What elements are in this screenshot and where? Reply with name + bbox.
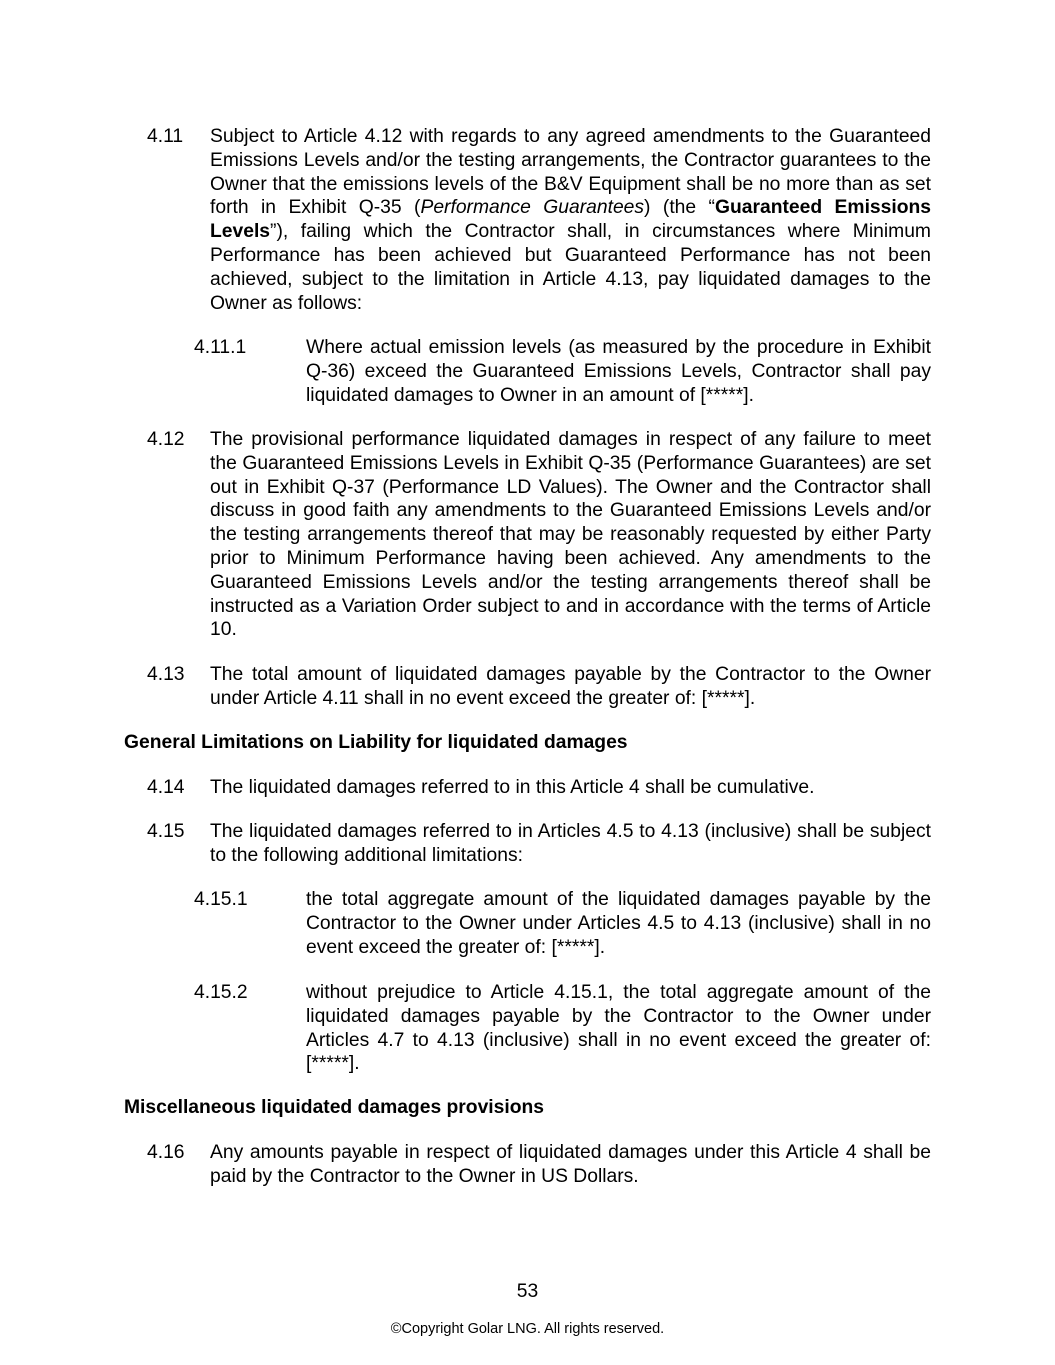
copyright-notice: ©Copyright Golar LNG. All rights reserved. [390, 1321, 665, 1337]
clause-number-4-13: 4.13 [147, 664, 185, 685]
clause-text-4-16: Any amounts payable in respect of liquidated damages under this Article 4 shall be paid by the Contractor to the Owner in US Dollars. [210, 1142, 931, 1187]
clause-number-4-12: 4.12 [147, 429, 185, 450]
clause-text-4-15: The liquidated damages referred to in Articles 4.5 to 4.13 (inclusive) shall be subject to the following additional limitations: [210, 821, 931, 866]
clause-text-4-11-1: Where actual emission levels (as measured by the procedure in Exhibit Q-36) exceed the Guaranteed Emissions Levels, Contractor shall pay liquidated damages to Owner in an amount of [*****]. [306, 337, 931, 406]
clause-text-4-15-2: without prejudice to Article 4.15.1, the total aggregate amount of the liquidated damages payable by the Contractor to the Owner under Articles 4.7 to 4.13 (inclusive) shall in no event exceed the greater of: [*****]. [306, 982, 931, 1075]
clause-text-4-13: The total amount of liquidated damages payable by the Contractor to the Owner under Article 4.11 shall in no event exceed the greater of: [*****]. [210, 664, 931, 709]
clause-4-11-text-3: ”), failing which the Contractor shall, in circumstances where Minimum Performance has been achieved but Guaranteed Performance has not been achieved, subject to the limitation in Article 4.13, pay liquidated damages to the Owner as follows: [210, 221, 931, 314]
clause-number-4-15-2: 4.15.2 [194, 982, 248, 1003]
clause-4-11-italic: Performance Guarantees [420, 197, 645, 219]
clause-number-4-15: 4.15 [147, 821, 185, 842]
page-number: 53 [516, 1281, 539, 1302]
clause-number-4-16: 4.16 [147, 1142, 185, 1163]
clause-number-4-15-1: 4.15.1 [194, 889, 248, 910]
clause-number-4-11: 4.11 [147, 126, 184, 147]
clause-4-11-text-2: ) (the “ [644, 197, 715, 219]
clause-4-11-text-1: Subject to Article 4.12 with regards to any agreed amendments to the Guaranteed Emissions Levels and/or the testing arrangements, the Contractor guarantees to the Owner that the emissions levels of the B&V Equipment shall be no more than as set forth in Exhibit Q-35 ( [210, 126, 931, 219]
section-heading-general-limitations: General Limitations on Liability for liquidated damages [124, 732, 628, 753]
clause-text-4-11 [210, 125, 931, 315]
clause-number-4-14: 4.14 [147, 777, 185, 798]
clause-4-11-bold: Guaranteed Emissions Levels [210, 197, 932, 243]
section-heading-miscellaneous: Miscellaneous liquidated damages provisions [124, 1097, 545, 1118]
clause-text-4-14: The liquidated damages referred to in this Article 4 shall be cumulative. [210, 777, 815, 798]
clause-text-4-12: The provisional performance liquidated damages in respect of any failure to meet the Guaranteed Emissions Levels in Exhibit Q-35 (Performance Guarantees) are set out in Exhibit Q-37 (Performance LD Values). The Owner and the Contractor shall discuss in good faith any amendments to the Guaranteed Emissions Levels and/or the testing arrangements thereof that may be reasonably requested by either Party prior to Minimum Performance having been achieved. Any amendments to the Guaranteed Emissions Levels and/or the testing arrangements thereof shall be instructed as a Variation Order subject to and in accordance with the terms of Article 10. [210, 429, 931, 641]
clause-number-4-11-1: 4.11.1 [194, 337, 247, 358]
clause-text-4-15-1: the total aggregate amount of the liquidated damages payable by the Contractor to the Owner under Articles 4.5 to 4.13 (inclusive) shall in no event exceed the greater of: [*****]. [306, 889, 931, 958]
